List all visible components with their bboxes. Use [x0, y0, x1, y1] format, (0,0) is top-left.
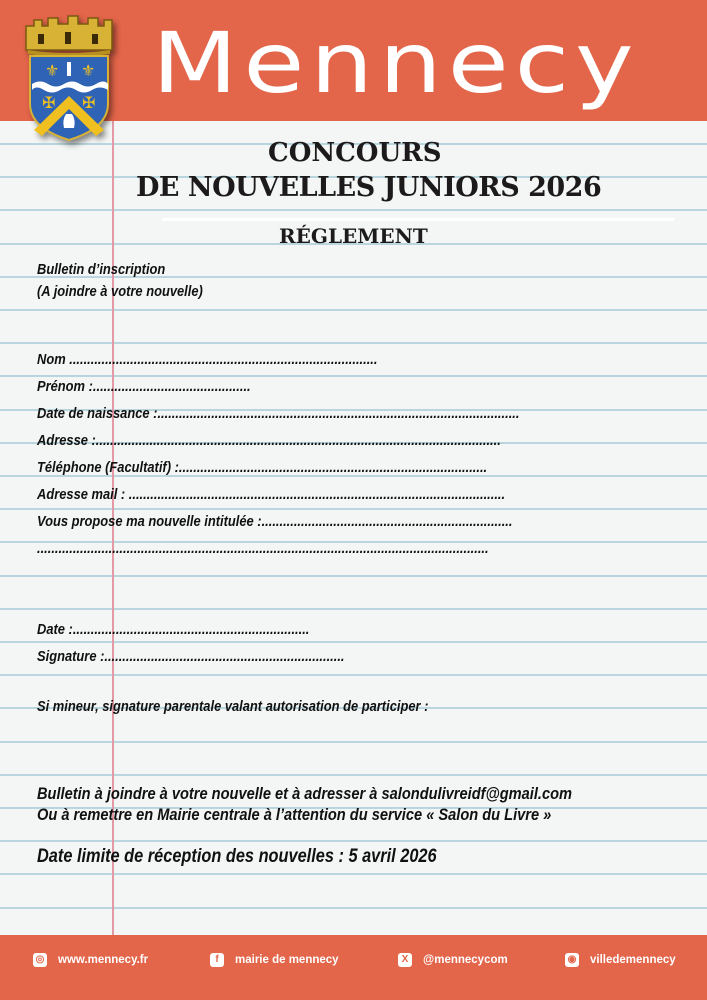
svg-text:✠: ✠ — [82, 93, 96, 112]
form-subheading: (A joindre à votre nouvelle) — [37, 283, 203, 300]
ruled-line — [0, 575, 707, 577]
parental-signature-note: Si mineur, signature parentale valant autorisation de participer : — [37, 698, 429, 715]
ruled-line — [0, 309, 707, 311]
footer-website[interactable] — [33, 953, 148, 967]
footer-instagram[interactable] — [565, 953, 676, 967]
form-heading: Bulletin d’inscription — [37, 261, 166, 278]
ruled-line — [0, 608, 707, 610]
instructions-line-2: Ou à remettre en Mairie centrale à l’attention du service « Salon du Livre » — [37, 805, 552, 824]
field-nom[interactable]: Nom ...................................................................................... — [37, 351, 378, 368]
svg-text:⚜: ⚜ — [45, 61, 60, 80]
field-signature[interactable]: Signature :................................................................... — [37, 648, 345, 665]
field-date[interactable]: Date :.................................................................. — [37, 621, 310, 638]
globe-icon: ◎ — [33, 953, 47, 967]
field-titre-nouvelle[interactable]: Vous propose ma nouvelle intitulée :...................................................................... — [37, 513, 513, 530]
field-date-naissance[interactable]: Date de naissance :..................................................................................................... — [37, 405, 520, 422]
field-prenom[interactable]: Prénom :............................................ — [37, 378, 251, 395]
coat-of-arms-icon — [18, 12, 118, 142]
field-telephone[interactable]: Téléphone (Facultatif) :...................................................................................... — [37, 459, 488, 476]
ruled-line — [0, 375, 707, 377]
instagram-icon: ◉ — [565, 953, 579, 967]
footer-instagram-label: villedemennecy — [590, 954, 676, 966]
footer-x-label: @mennecycom — [423, 954, 508, 966]
instructions-line-1: Bulletin à joindre à votre nouvelle et à adresser à salondulivreidf@gmail.com — [37, 784, 573, 803]
ruled-line — [0, 873, 707, 875]
footer-website-label: www.mennecy.fr — [58, 954, 149, 966]
ruled-line — [0, 641, 707, 643]
svg-text:⚜: ⚜ — [81, 61, 96, 80]
facebook-icon: f — [210, 953, 224, 967]
x-twitter-icon: X — [398, 953, 412, 967]
ruled-line — [0, 774, 707, 776]
brand-logo-text: Mennecy — [152, 14, 640, 112]
title-reglement: RÉGLEMENT — [279, 224, 428, 248]
ruled-line — [0, 840, 707, 842]
ruled-line — [0, 741, 707, 743]
field-adresse-mail[interactable]: Adresse mail : ......................................................................................................... — [37, 486, 506, 503]
deadline-text: Date limite de réception des nouvelles : 5 avril 2026 — [37, 846, 437, 867]
title-divider — [162, 218, 674, 221]
footer-bar — [0, 935, 707, 1000]
footer-facebook-label: mairie de mennecy — [235, 954, 339, 966]
footer-x-twitter[interactable] — [398, 953, 508, 967]
footer-facebook[interactable] — [210, 953, 339, 967]
svg-text:✠: ✠ — [42, 93, 56, 112]
title-nouvelles-juniors: DE NOUVELLES JUNIORS 2026 — [136, 172, 602, 203]
title-concours: CONCOURS — [268, 138, 442, 168]
field-adresse[interactable]: Adresse :................................................................................................................. — [37, 432, 501, 449]
field-titre-nouvelle-suite[interactable]: .............................................................................................................................. — [37, 540, 489, 557]
ruled-line — [0, 342, 707, 344]
ruled-line — [0, 209, 707, 211]
ruled-line — [0, 674, 707, 676]
ruled-line — [0, 508, 707, 510]
ruled-line — [0, 907, 707, 909]
